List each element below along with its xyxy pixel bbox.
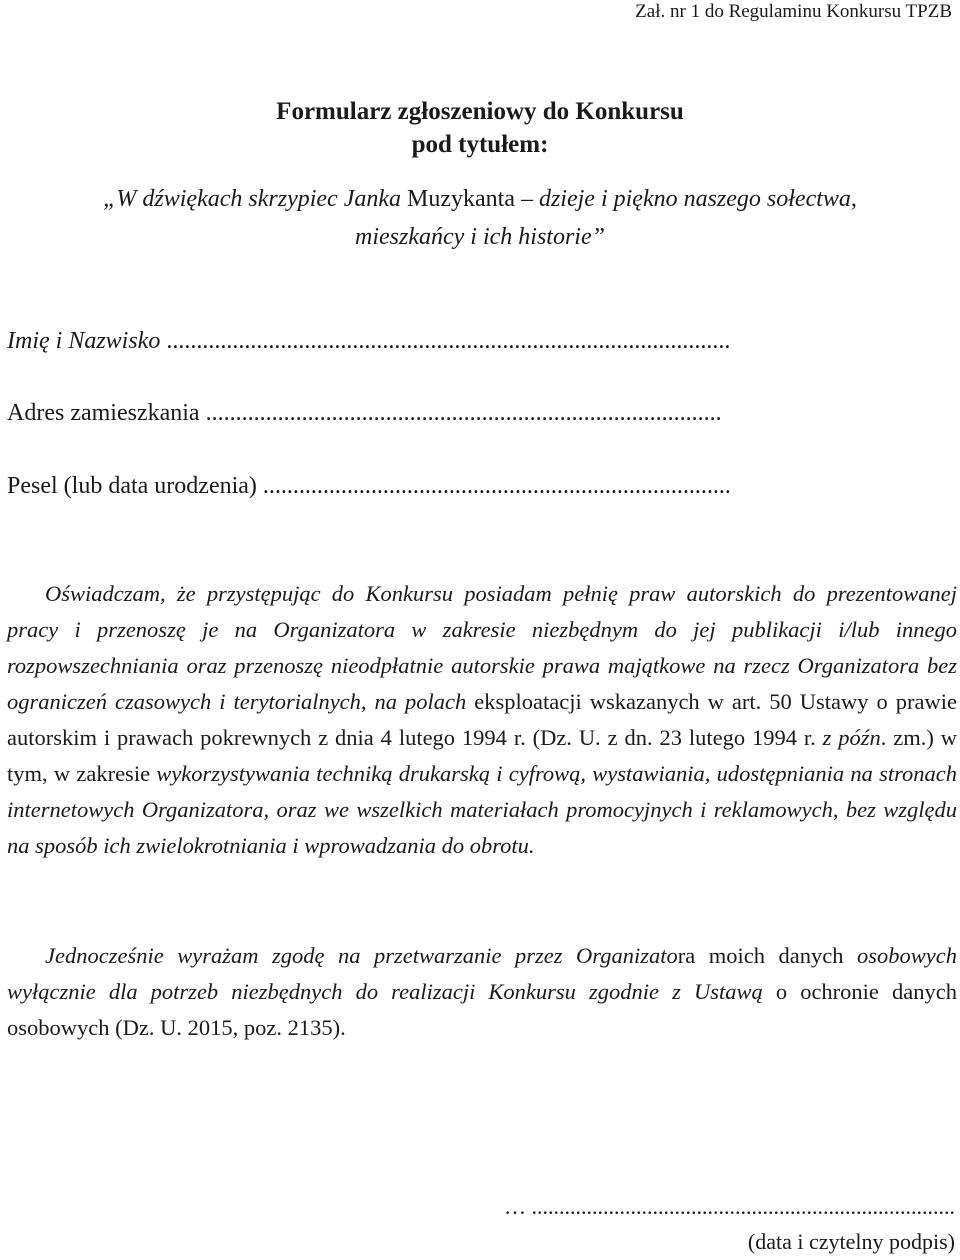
declaration-italic-2: z późn: [822, 725, 881, 750]
pesel-field-label: Pesel (lub data urodzenia): [7, 473, 257, 499]
address-field-label: Adres zamieszkania: [7, 400, 200, 426]
declaration-italic-1: Oświadczam, że przystępując do Konkursu posiadam pełnię praw autorskich do prezentowanej pracy i przenoszę je na Organizatora w zakresie niezbędnym do jej publikacji i/lub innego rozpowszechniania oraz przenoszę nieodpłatnie autorskie prawa majątkowe na rzecz Organizatora bez ograniczeń czasowych i terytorialnych, na polach: [7, 581, 957, 714]
attachment-note: Zał. nr 1 do Regulaminu Konkursu TPZB: [635, 1, 952, 22]
name-field-dots[interactable]: ..............................................................................................: [160, 328, 731, 354]
consent-italic-2: osobowych wyłącznie dla potrzeb niezbędnych do realizacji Konkursu zgodnie z Ustawą: [7, 943, 957, 1004]
contest-name-line1-normal: Muzykanta: [401, 186, 515, 212]
consent-paragraph: [7, 938, 957, 1046]
signature-line[interactable]: … .............................................................................: [504, 1194, 955, 1219]
declaration-normal-2: . zm.) w tym, w zakresie: [7, 725, 958, 786]
name-field[interactable]: [7, 326, 730, 356]
declaration-paragraph: [7, 576, 957, 864]
contest-name-line2: mieszkańcy i ich historie”: [355, 224, 605, 250]
contest-name-line1-rest: – dzieje i piękno naszego sołectwa,: [514, 186, 857, 212]
pesel-field[interactable]: [7, 471, 731, 501]
address-field-dots[interactable]: ......................................................................................: [199, 400, 722, 426]
contest-name: [0, 180, 960, 256]
contest-name-line1: [0, 180, 960, 218]
contest-name-line1-italic: „W dźwiękach skrzypiec Janka: [103, 186, 401, 212]
address-field[interactable]: [7, 398, 722, 428]
declaration-normal-1: eksploatacji wskazanych w art. 50 Ustawy o prawie autorskim i prawach pokrewnych z dnia 4 lutego 1994 r. (Dz. U. z dn. 23 lutego 1994 r.: [7, 689, 957, 750]
signature-label: (data i czytelny podpis): [747, 1229, 955, 1254]
form-title-line1: Formularz zgłoszeniowy do Konkursu: [276, 98, 684, 125]
consent-normal-1: ra moich danych: [677, 943, 857, 968]
declaration-italic-3: wykorzystywania techniką drukarską i cyfrową, wystawiania, udostępniania na stronach internetowych Organizatora, oraz we wszelkich materiałach promocyjnych i reklamowych, bez względu na sposób ich zwielokrotniania i wprowadzania do obrotu.: [7, 761, 958, 858]
consent-italic-1: Jednocześnie wyrażam zgodę na przetwarzanie przez Organizato: [45, 943, 678, 968]
form-title: [0, 95, 960, 161]
name-field-label: Imię i Nazwisko: [7, 328, 161, 354]
pesel-field-dots[interactable]: ..............................................................................: [256, 473, 731, 499]
consent-normal-2: o ochronie danych osobowych (Dz. U. 2015, poz. 2135).: [7, 979, 957, 1040]
form-title-line2: pod tytułem:: [411, 131, 549, 158]
